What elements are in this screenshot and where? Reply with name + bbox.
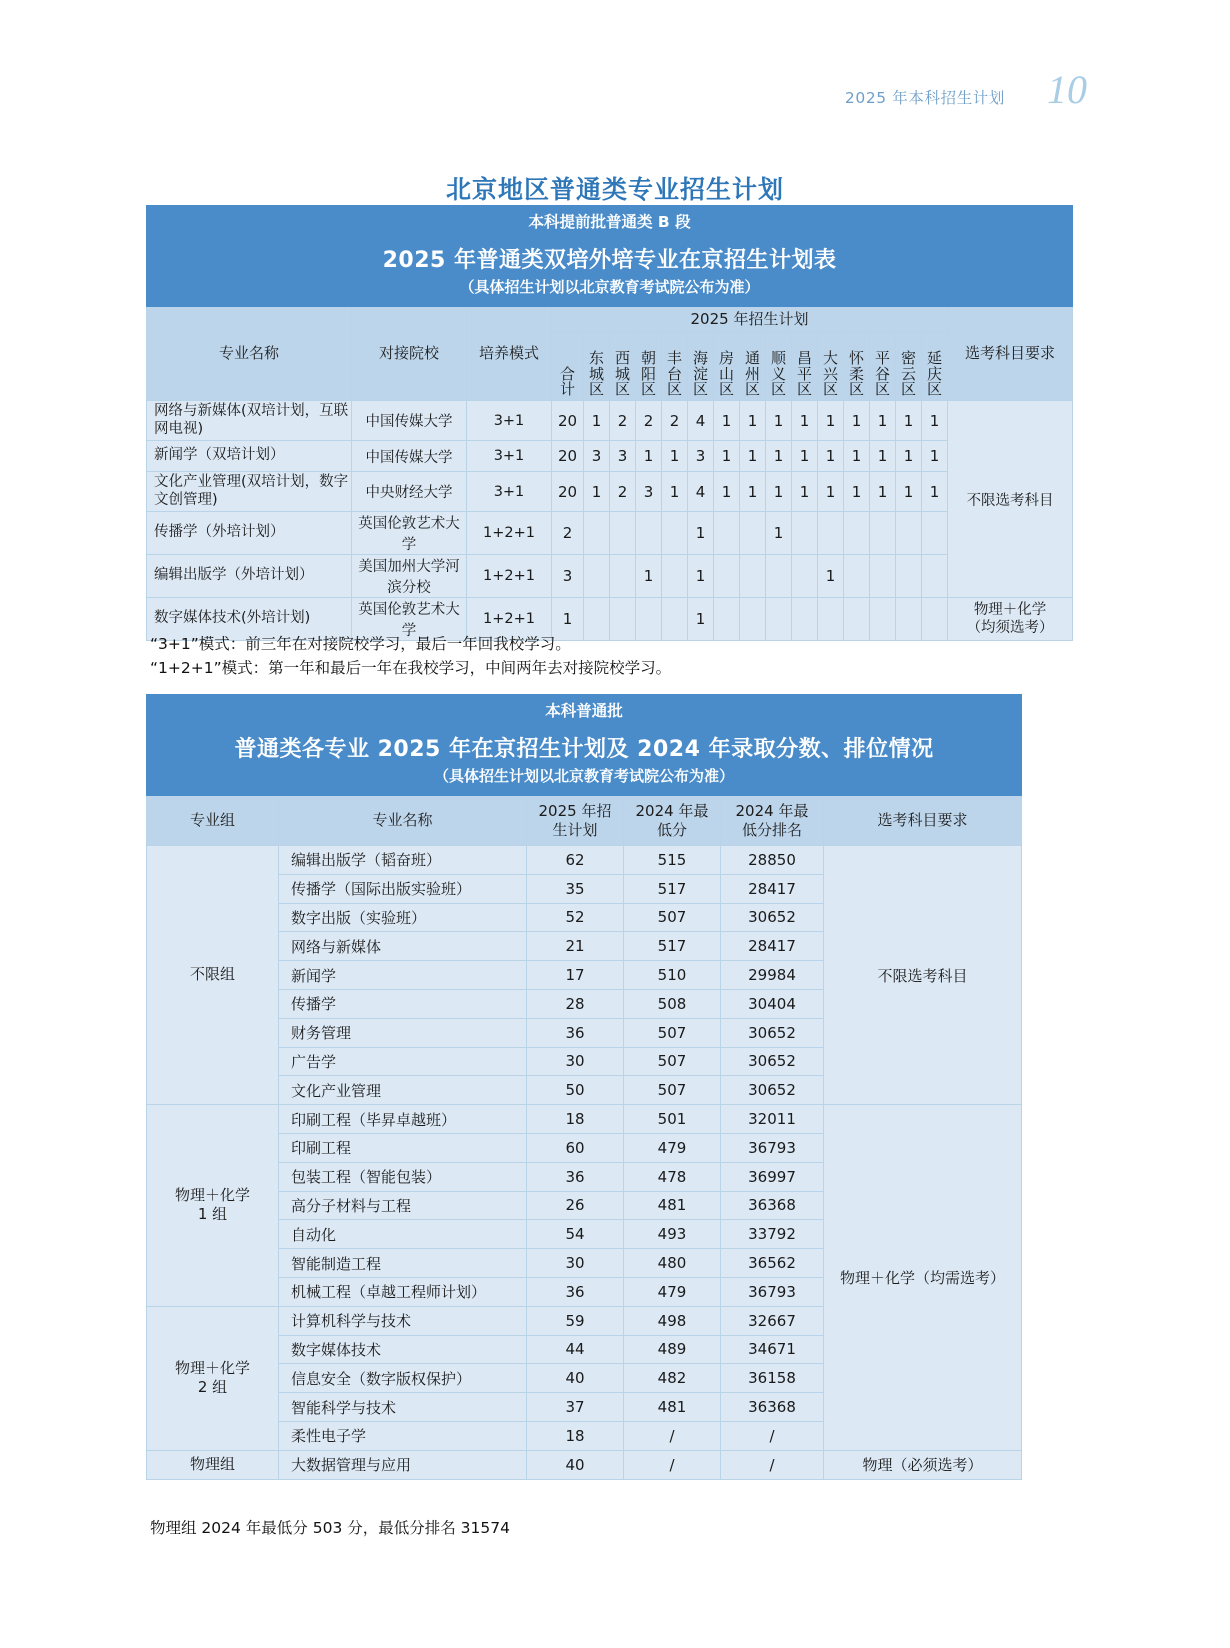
cell-min-score: 481 [624,1191,721,1220]
cell-district-2: 2 [636,401,662,441]
cell-district-9: 1 [818,472,844,512]
cell-min-rank: / [721,1421,824,1450]
cell-subject-requirement-0: 不限选考科目 [824,846,1022,1105]
table1-container [146,205,1056,641]
cell-min-rank: 28417 [721,874,824,903]
cell-min-score: 517 [624,932,721,961]
cell-major-name: 网络与新媒体 [279,932,527,961]
table2-title: 普通类各专业 2025 年在京招生计划及 2024 年录取分数、排位情况 [234,737,934,762]
th-total: 合 计 [552,333,584,401]
table-row [147,1105,1022,1134]
th-subject-requirement: 选考科目要求 [948,307,1073,401]
cell-plan: 50 [527,1076,624,1105]
cell-major-name: 传播学 [279,989,527,1018]
th-partner-school: 对接院校 [352,307,467,401]
table-row [147,472,1073,512]
cell-major-name: 数字媒体技术 [279,1335,527,1364]
cell-plan: 37 [527,1393,624,1422]
table1-footnotes [150,632,671,680]
cell-plan: 54 [527,1220,624,1249]
footnote-3plus1: “3+1”模式：前三年在对接院校学习，最后一年回我校学习。 [150,635,571,653]
cell-major-group-3: 物理组 [147,1450,279,1479]
cell-district-3: 1 [662,441,688,472]
cell-district-1: 3 [610,441,636,472]
th-3: 2024 年最 低分 [624,796,721,846]
cell-district-11: 1 [870,401,896,441]
cell-training-mode: 3+1 [467,401,552,441]
cell-major-name: 新闻学 [279,961,527,990]
cell-plan: 62 [527,846,624,875]
cell-district-6: 1 [740,401,766,441]
cell-plan: 30 [527,1047,624,1076]
cell-total: 3 [552,555,584,598]
cell-min-score: / [624,1421,721,1450]
table1-title-band [147,236,1073,307]
cell-partner-school: 中央财经大学 [352,472,467,512]
cell-partner-school: 英国伦敦艺术大学 [352,512,467,555]
cell-min-score: 482 [624,1364,721,1393]
cell-min-rank: 36997 [721,1162,824,1191]
cell-district-13 [922,512,948,555]
cell-district-3: 2 [662,401,688,441]
cell-district-12 [896,598,922,641]
cell-district-0: 3 [584,441,610,472]
th-district-11: 平 谷 区 [870,333,896,401]
cell-major-group-0: 不限组 [147,846,279,1105]
cell-total: 1 [552,598,584,641]
cell-training-mode: 3+1 [467,472,552,512]
cell-district-5: 1 [714,401,740,441]
cell-min-score: 508 [624,989,721,1018]
cell-min-rank: 30652 [721,903,824,932]
cell-district-13 [922,598,948,641]
cell-district-9 [818,598,844,641]
cell-district-4: 1 [688,555,714,598]
cell-plan: 59 [527,1306,624,1335]
page-number: 10 [1047,67,1087,112]
cell-district-12 [896,555,922,598]
cell-min-score: 517 [624,874,721,903]
running-head [844,67,1087,112]
cell-plan: 18 [527,1421,624,1450]
cell-district-9: 1 [818,441,844,472]
cell-major-name: 信息安全（数字版权保护） [279,1364,527,1393]
cell-min-score: 481 [624,1393,721,1422]
cell-major-name: 传播学（外培计划） [147,512,352,555]
th-district-5: 房 山 区 [714,333,740,401]
cell-district-0: 1 [584,401,610,441]
cell-major-name: 数字媒体技术(外培计划) [147,598,352,641]
cell-district-5 [714,512,740,555]
table1-subtitle: （具体招生计划以北京教育考试院公布为准） [459,278,760,296]
cell-district-8: 1 [792,441,818,472]
cell-min-score: 507 [624,1076,721,1105]
cell-min-rank: 36793 [721,1133,824,1162]
cell-min-rank: 36562 [721,1249,824,1278]
cell-plan: 36 [527,1277,624,1306]
table-row [147,441,1073,472]
cell-min-rank: 29984 [721,961,824,990]
cell-min-rank: 30652 [721,1047,824,1076]
cell-district-12: 1 [896,441,922,472]
th-district-6: 通 州 区 [740,333,766,401]
cell-partner-school: 英国伦敦艺术大学 [352,598,467,641]
cell-district-3: 1 [662,472,688,512]
th-district-8: 昌 平 区 [792,333,818,401]
cell-district-13: 1 [922,401,948,441]
cell-min-score: 493 [624,1220,721,1249]
cell-plan: 36 [527,1162,624,1191]
cell-major-name: 印刷工程（毕昇卓越班） [279,1105,527,1134]
cell-district-0 [584,512,610,555]
cell-district-2: 1 [636,441,662,472]
cell-subject-requirement-unlimited: 不限选考科目 [948,401,1073,598]
cell-district-6 [740,512,766,555]
cell-major-group-2: 物理＋化学 2 组 [147,1306,279,1450]
cell-subject-requirement-3: 物理（必须选考） [824,1450,1022,1479]
cell-district-5: 1 [714,472,740,512]
cell-district-10 [844,512,870,555]
cell-district-10: 1 [844,472,870,512]
cell-training-mode: 1+2+1 [467,512,552,555]
cell-partner-school: 中国传媒大学 [352,401,467,441]
cell-min-rank: 28417 [721,932,824,961]
cell-plan: 36 [527,1018,624,1047]
table-row [147,1450,1022,1479]
cell-plan: 40 [527,1364,624,1393]
cell-district-2: 3 [636,472,662,512]
cell-min-rank: 32667 [721,1306,824,1335]
cell-district-11: 1 [870,472,896,512]
cell-major-name: 大数据管理与应用 [279,1450,527,1479]
cell-plan: 52 [527,903,624,932]
table2-header-row [147,796,1022,846]
cell-district-12 [896,512,922,555]
cell-major-name: 高分子材料与工程 [279,1191,527,1220]
cell-min-rank: 34671 [721,1335,824,1364]
cell-min-score: 507 [624,1018,721,1047]
cell-district-12: 1 [896,472,922,512]
th-0: 专业组 [147,796,279,846]
cell-major-name: 文化产业管理(双培计划，数字文创管理) [147,472,352,512]
cell-major-name: 数字出版（实验班） [279,903,527,932]
cell-district-6 [740,598,766,641]
cell-min-score: 515 [624,846,721,875]
cell-district-0: 1 [584,472,610,512]
cell-total: 20 [552,401,584,441]
cell-min-score: 498 [624,1306,721,1335]
th-4: 2024 年最 低分排名 [721,796,824,846]
cell-district-9: 1 [818,555,844,598]
footnote-1plus2plus1: “1+2+1”模式：第一年和最后一年在我校学习，中间两年去对接院校学习。 [150,659,672,678]
cell-plan: 44 [527,1335,624,1364]
cell-major-name: 计算机科学与技术 [279,1306,527,1335]
cell-major-name: 智能科学与技术 [279,1393,527,1422]
cell-min-rank: 30404 [721,989,824,1018]
cell-district-13: 1 [922,472,948,512]
th-plan-group: 2025 年招生计划 [552,307,948,333]
cell-min-score: 489 [624,1335,721,1364]
th-district-4: 海 淀 区 [688,333,714,401]
table-row [147,401,1073,441]
th-district-0: 东 城 区 [584,333,610,401]
cell-min-rank: 33792 [721,1220,824,1249]
table2-batch-band: 本科普通批 [147,695,1022,725]
cell-district-6: 1 [740,472,766,512]
cell-district-4: 1 [688,598,714,641]
cell-partner-school: 中国传媒大学 [352,441,467,472]
cell-major-name: 编辑出版学（外培计划） [147,555,352,598]
cell-district-10: 1 [844,401,870,441]
cell-min-score: 480 [624,1249,721,1278]
cell-district-7: 1 [766,401,792,441]
cell-major-name: 机械工程（卓越工程师计划） [279,1277,527,1306]
cell-major-name: 广告学 [279,1047,527,1076]
cell-major-name: 文化产业管理 [279,1076,527,1105]
cell-district-2 [636,512,662,555]
cell-major-name: 柔性电子学 [279,1421,527,1450]
cell-district-1 [610,512,636,555]
cell-district-12: 1 [896,401,922,441]
cell-major-name: 智能制造工程 [279,1249,527,1278]
th-district-2: 朝 阳 区 [636,333,662,401]
cell-district-3 [662,555,688,598]
cell-major-name: 财务管理 [279,1018,527,1047]
cell-district-13: 1 [922,441,948,472]
cell-district-10 [844,555,870,598]
cell-min-score: / [624,1450,721,1479]
cell-plan: 40 [527,1450,624,1479]
cell-district-8 [792,512,818,555]
cell-plan: 26 [527,1191,624,1220]
cell-min-rank: 28850 [721,846,824,875]
cell-subject-requirement-1: 物理＋化学（均需选考） [824,1105,1022,1451]
cell-training-mode: 1+2+1 [467,598,552,641]
cell-total: 20 [552,441,584,472]
cell-district-7: 1 [766,472,792,512]
cell-district-8: 1 [792,401,818,441]
running-head-title: 2025 年本科招生计划 [844,89,1005,107]
cell-min-rank: 30652 [721,1018,824,1047]
cell-min-rank: 36158 [721,1364,824,1393]
th-district-1: 西 城 区 [610,333,636,401]
cell-district-4: 1 [688,512,714,555]
cell-major-name: 网络与新媒体(双培计划，互联网电视) [147,401,352,441]
footnote-physics-group: 物理组 2024 年最低分 503 分，最低分排名 31574 [150,1519,510,1537]
cell-training-mode: 1+2+1 [467,555,552,598]
cell-major-name: 包装工程（智能包装） [279,1162,527,1191]
table-row [147,512,1073,555]
cell-plan: 18 [527,1105,624,1134]
cell-plan: 60 [527,1133,624,1162]
cell-plan: 28 [527,989,624,1018]
cell-district-2: 1 [636,555,662,598]
cell-major-group-1: 物理＋化学 1 组 [147,1105,279,1307]
cell-major-name: 编辑出版学（韬奋班） [279,846,527,875]
cell-major-name: 新闻学（双培计划） [147,441,352,472]
cell-min-score: 507 [624,903,721,932]
th-major-name: 专业名称 [147,307,352,401]
table-admission-plan-preselect [146,205,1073,641]
cell-district-8 [792,555,818,598]
th-5: 选考科目要求 [824,796,1022,846]
th-district-9: 大 兴 区 [818,333,844,401]
cell-district-6 [740,555,766,598]
cell-district-1 [610,555,636,598]
th-training-mode: 培养模式 [467,307,552,401]
cell-min-score: 478 [624,1162,721,1191]
cell-major-name: 传播学（国际出版实验班） [279,874,527,903]
cell-district-10: 1 [844,441,870,472]
cell-min-rank: 32011 [721,1105,824,1134]
cell-district-4: 4 [688,472,714,512]
th-district-13: 延 庆 区 [922,333,948,401]
cell-district-5 [714,555,740,598]
cell-district-11: 1 [870,441,896,472]
table-row [147,846,1022,875]
cell-district-3 [662,512,688,555]
cell-min-rank: 36368 [721,1393,824,1422]
cell-plan: 30 [527,1249,624,1278]
cell-plan: 17 [527,961,624,990]
cell-min-rank: 36793 [721,1277,824,1306]
cell-district-4: 3 [688,441,714,472]
cell-district-7 [766,598,792,641]
cell-district-1: 2 [610,472,636,512]
table-admission-plan-regular [146,694,1022,1480]
cell-plan: 35 [527,874,624,903]
page-title: 北京地区普通类专业招生计划 [445,175,784,204]
cell-training-mode: 3+1 [467,441,552,472]
table2-footnote-wrap [150,1516,510,1540]
cell-district-1: 2 [610,401,636,441]
cell-district-7 [766,555,792,598]
cell-district-11 [870,512,896,555]
table-row [147,555,1073,598]
cell-min-rank: 30652 [721,1076,824,1105]
cell-district-7: 1 [766,512,792,555]
th-district-12: 密 云 区 [896,333,922,401]
th-district-7: 顺 义 区 [766,333,792,401]
cell-subject-requirement-physics-chem: 物理＋化学 （均须选考） [948,598,1073,641]
cell-district-5: 1 [714,441,740,472]
cell-major-name: 自动化 [279,1220,527,1249]
cell-district-4: 4 [688,401,714,441]
cell-district-8 [792,598,818,641]
cell-min-score: 479 [624,1133,721,1162]
table2-subtitle: （具体招生计划以北京教育考试院公布为准） [434,767,735,785]
cell-min-rank: 36368 [721,1191,824,1220]
cell-total: 2 [552,512,584,555]
cell-district-0 [584,555,610,598]
th-2: 2025 年招 生计划 [527,796,624,846]
cell-district-10 [844,598,870,641]
table1-title: 2025 年普通类双培外培专业在京招生计划表 [382,248,837,273]
cell-district-5 [714,598,740,641]
cell-total: 20 [552,472,584,512]
cell-min-score: 479 [624,1277,721,1306]
cell-district-9 [818,512,844,555]
cell-district-8: 1 [792,472,818,512]
cell-district-9: 1 [818,401,844,441]
cell-major-name: 印刷工程 [279,1133,527,1162]
cell-min-score: 510 [624,961,721,990]
cell-min-rank: / [721,1450,824,1479]
cell-district-11 [870,598,896,641]
table2-container [146,694,1021,1480]
cell-district-7: 1 [766,441,792,472]
cell-min-score: 501 [624,1105,721,1134]
cell-min-score: 507 [624,1047,721,1076]
th-district-10: 怀 柔 区 [844,333,870,401]
table2-title-band [147,725,1022,796]
cell-district-13 [922,555,948,598]
cell-district-6: 1 [740,441,766,472]
cell-plan: 21 [527,932,624,961]
cell-partner-school: 美国加州大学河滨分校 [352,555,467,598]
cell-district-11 [870,555,896,598]
th-1: 专业名称 [279,796,527,846]
table1-batch-band: 本科提前批普通类 B 段 [147,206,1073,236]
th-district-3: 丰 台 区 [662,333,688,401]
